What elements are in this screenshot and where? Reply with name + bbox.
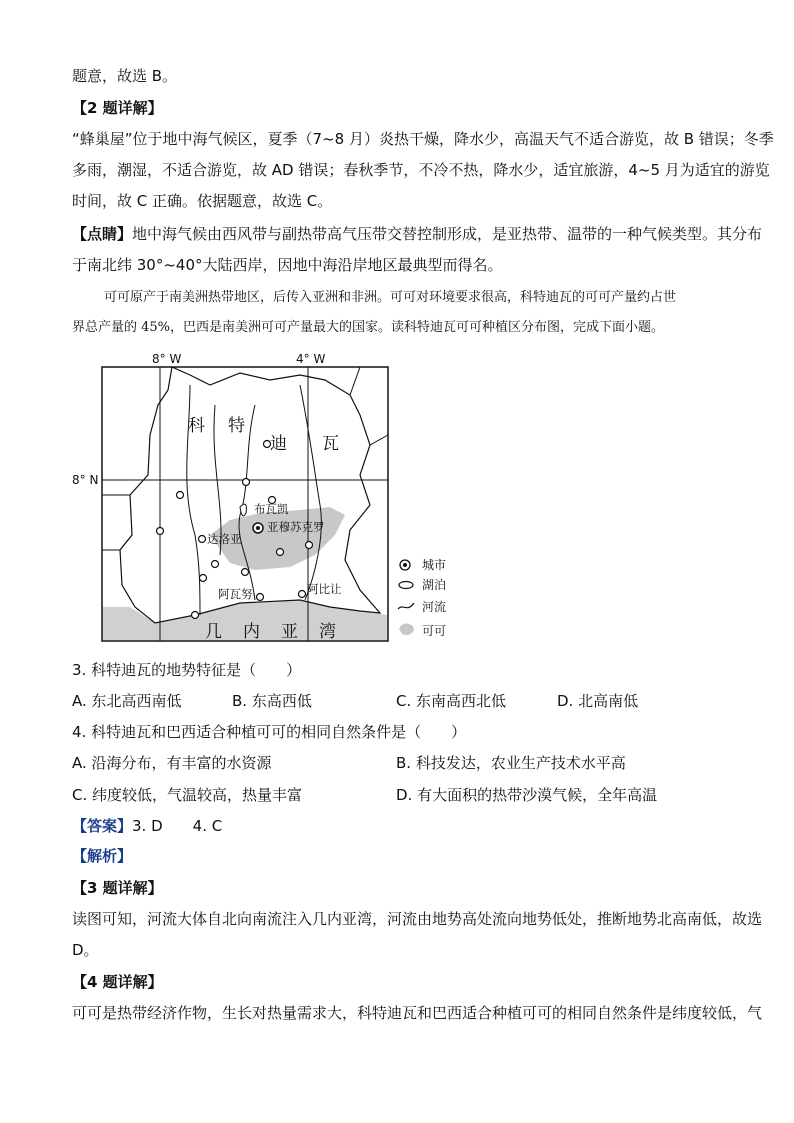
lon-label-4w: 4° W: [296, 352, 326, 366]
legend-lake-label: 湖泊: [422, 578, 447, 592]
country-char: 科: [188, 416, 205, 436]
map-marker: [200, 575, 207, 582]
country-char: 迪: [270, 434, 287, 454]
cocoa-map: [60, 345, 460, 645]
tip-label: 【点睛】: [72, 225, 133, 243]
text-line: “蜂巢屋”位于地中海气候区，夏季（7~8 月）炎热干燥，降水少，高温天气不适合游览，故 B 错误；冬季: [72, 130, 774, 148]
city-label-daloa: 达洛亚: [207, 532, 242, 546]
gulf-char: 几: [205, 622, 222, 642]
text-line: 于南北纬 30°~40°大陆西岸，因地中海沿岸地区最典型而得名。: [72, 256, 503, 274]
legend-cocoa-label: 可可: [422, 624, 447, 638]
text-line: 可可是热带经济作物，生长对热量需求大，科特迪瓦和巴西适合种植可可的相同自然条件是纬度较低，气: [72, 1004, 763, 1022]
option-3a[interactable]: A. 东北高西南低: [72, 692, 182, 710]
map-marker: [257, 594, 264, 601]
text-line: D。: [72, 941, 99, 959]
map-legend: [398, 558, 446, 638]
tip-line: [72, 224, 762, 244]
map-marker: [177, 492, 184, 499]
legend-city-icon-dot: [403, 563, 407, 567]
city-label-bouake: 布瓦凯: [254, 502, 289, 516]
option-4b[interactable]: B. 科技发达，农业生产技术水平高: [396, 754, 626, 772]
map-marker: [277, 549, 284, 556]
analysis-label: 【解析】: [72, 847, 133, 865]
section-heading: 【2 题详解】: [72, 99, 163, 117]
option-3d[interactable]: D. 北高南低: [557, 692, 639, 710]
question-3-stem: 3. 科特迪瓦的地势特征是（ ）: [72, 661, 302, 679]
option-3b[interactable]: B. 东高西低: [232, 692, 312, 710]
option-4d[interactable]: D. 有大面积的热带沙漠气候，全年高温: [396, 786, 658, 804]
option-4c[interactable]: C. 纬度较低，气温较高，热量丰富: [72, 786, 303, 804]
city-label-abidjan: 阿比让: [307, 582, 342, 596]
country-char: 瓦: [322, 434, 339, 454]
city-label-yamoussoukro: 亚穆苏克罗: [267, 520, 325, 534]
gulf-char: 湾: [319, 622, 336, 642]
map-marker: [212, 561, 219, 568]
map-marker: [199, 536, 206, 543]
tip-text: 地中海气候由西风带与副热带高气压带交替控制形成，是亚热带、温带的一种气候类型。其分布: [132, 225, 763, 243]
map-marker: [242, 569, 249, 576]
section-heading: 【3 题详解】: [72, 879, 163, 897]
option-3c[interactable]: C. 东南高西北低: [396, 692, 507, 710]
map-marker: [192, 612, 199, 619]
legend-city-label: 城市: [422, 558, 447, 572]
legend-cocoa-icon: [399, 624, 414, 636]
answer-text: 3. D 4. C: [132, 817, 223, 835]
legend-river-icon: [398, 603, 414, 609]
country-char: 特: [228, 416, 245, 436]
intro-line: 可可原产于南美洲热带地区，后传入亚洲和非洲。可可对环境要求很高，科特迪瓦的可可产量约占世: [104, 290, 677, 305]
capital-marker-dot: [256, 526, 260, 530]
map-marker: [157, 528, 164, 535]
option-4a[interactable]: A. 沿海分布，有丰富的水资源: [72, 754, 272, 772]
text-line: 时间，故 C 正确。依据题意，故选 C。: [72, 192, 333, 210]
section-heading: 【4 题详解】: [72, 973, 163, 991]
text-line: 题意，故选 B。: [72, 67, 178, 85]
legend-lake-icon: [399, 582, 413, 589]
map-marker: [306, 542, 313, 549]
lat-label-8n: 8° N: [72, 473, 99, 487]
map-marker: [243, 479, 250, 486]
answer-line: [72, 816, 222, 836]
gulf-char: 内: [243, 622, 260, 642]
question-4-stem: 4. 科特迪瓦和巴西适合种植可可的相同自然条件是（ ）: [72, 723, 467, 741]
gulf-char: 亚: [281, 622, 298, 642]
text-line: 读图可知，河流大体自北向南流注入几内亚湾，河流由地势高处流向地势低处，推断地势北高南低，故选: [72, 910, 763, 928]
lon-label-8w: 8° W: [152, 352, 182, 366]
legend-river-label: 河流: [422, 600, 447, 614]
answer-label: 【答案】: [72, 817, 133, 835]
intro-line: 界总产量的 45%，巴西是南美洲可可产量最大的国家。读科特迪瓦可可种植区分布图，完成下面小题。: [72, 320, 665, 335]
map-marker: [299, 591, 306, 598]
city-label-agboville: 阿瓦努: [218, 587, 253, 601]
text-line: 多雨，潮湿，不适合游览，故 AD 错误；春秋季节，不冷不热，降水少，适宜旅游，4~5 月为适宜的游览: [72, 161, 770, 179]
